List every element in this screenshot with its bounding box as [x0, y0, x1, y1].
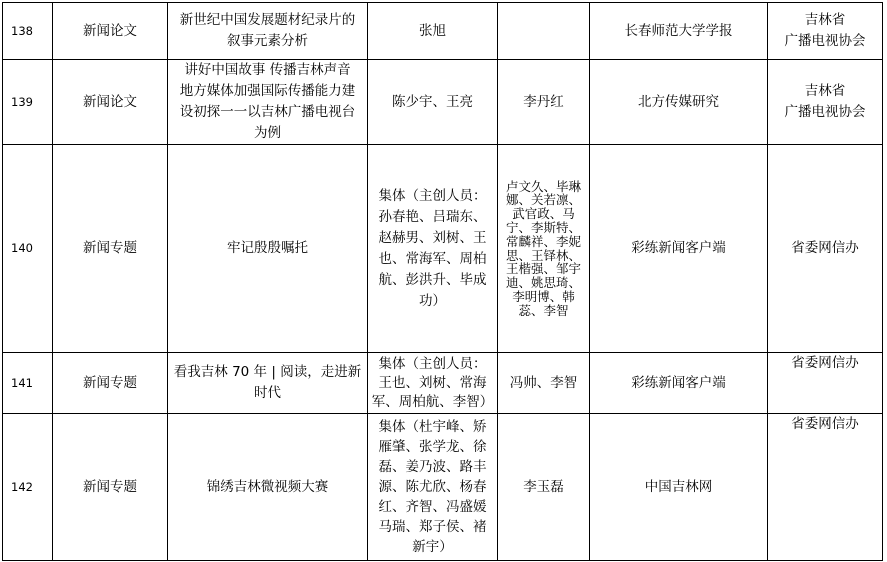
- category-cell: 新闻专题: [53, 353, 168, 414]
- recommender-cell: 省委网信办: [768, 145, 883, 353]
- table-row: [3, 145, 883, 353]
- title-cell: 讲好中国故事 传播吉林声音 地方媒体加强国际传播能力建 设初探一一以吉林广播电视台 为例: [168, 60, 368, 145]
- editor-cell: 李丹红: [498, 60, 590, 145]
- title-cell: 新世纪中国发展题材纪录片的 叙事元素分析: [168, 3, 368, 60]
- row-number: 142: [3, 414, 53, 561]
- editor-cell: [498, 3, 590, 60]
- title-cell: 牢记殷殷嘱托: [168, 145, 368, 353]
- recommender-cell: 省委网信办: [768, 414, 883, 561]
- authors-cell: 集体（杜宇峰、矫 雁肇、张学龙、徐 磊、姜乃波、路丰 源、陈尤欣、杨春 红、齐智、冯盛媛 马瑞、郑子侯、褚 新宇）: [368, 414, 498, 561]
- editor-cell: 李玉磊: [498, 414, 590, 561]
- category-cell: 新闻论文: [53, 60, 168, 145]
- table-row: [3, 60, 883, 145]
- publisher-cell: 北方传媒研究: [590, 60, 768, 145]
- recommender-cell: 吉林省 广播电视协会: [768, 60, 883, 145]
- authors-cell: 陈少宇、王亮: [368, 60, 498, 145]
- row-number: 141: [3, 353, 53, 414]
- recommender-cell: 吉林省 广播电视协会: [768, 3, 883, 60]
- title-cell: 看我吉林 70 年 | 阅读，走进新 时代: [168, 353, 368, 414]
- publisher-cell: 长春师范大学学报: [590, 3, 768, 60]
- award-table: [2, 2, 883, 561]
- category-cell: 新闻论文: [53, 3, 168, 60]
- table-row: [3, 3, 883, 60]
- publisher-cell: 中国吉林网: [590, 414, 768, 561]
- row-number: 138: [3, 3, 53, 60]
- title-cell: 锦绣吉林微视频大赛: [168, 414, 368, 561]
- authors-cell: 张旭: [368, 3, 498, 60]
- editor-cell: 冯帅、李智: [498, 353, 590, 414]
- publisher-cell: 彩练新闻客户端: [590, 145, 768, 353]
- row-number: 140: [3, 145, 53, 353]
- editor-cell: 卢文久、毕琳 娜、关若凛、 武官政、马 宁、李斯特、 常麟祥、李妮 思、王铎林、 王楷强、邹宇 迪、姚思琦、 李明博、韩 蕊、李智: [498, 145, 590, 353]
- category-cell: 新闻专题: [53, 414, 168, 561]
- row-number: 139: [3, 60, 53, 145]
- publisher-cell: 彩练新闻客户端: [590, 353, 768, 414]
- recommender-cell: 省委网信办: [768, 353, 883, 414]
- authors-cell: 集体（主创人员： 王也、刘树、常海 军、周柏航、李智）: [368, 353, 498, 414]
- category-cell: 新闻专题: [53, 145, 168, 353]
- authors-cell: 集体（主创人员： 孙春艳、吕瑞东、 赵赫男、刘树、王 也、常海军、周柏 航、彭洪升、毕成 功）: [368, 145, 498, 353]
- table-row: [3, 353, 883, 414]
- table-row: [3, 414, 883, 561]
